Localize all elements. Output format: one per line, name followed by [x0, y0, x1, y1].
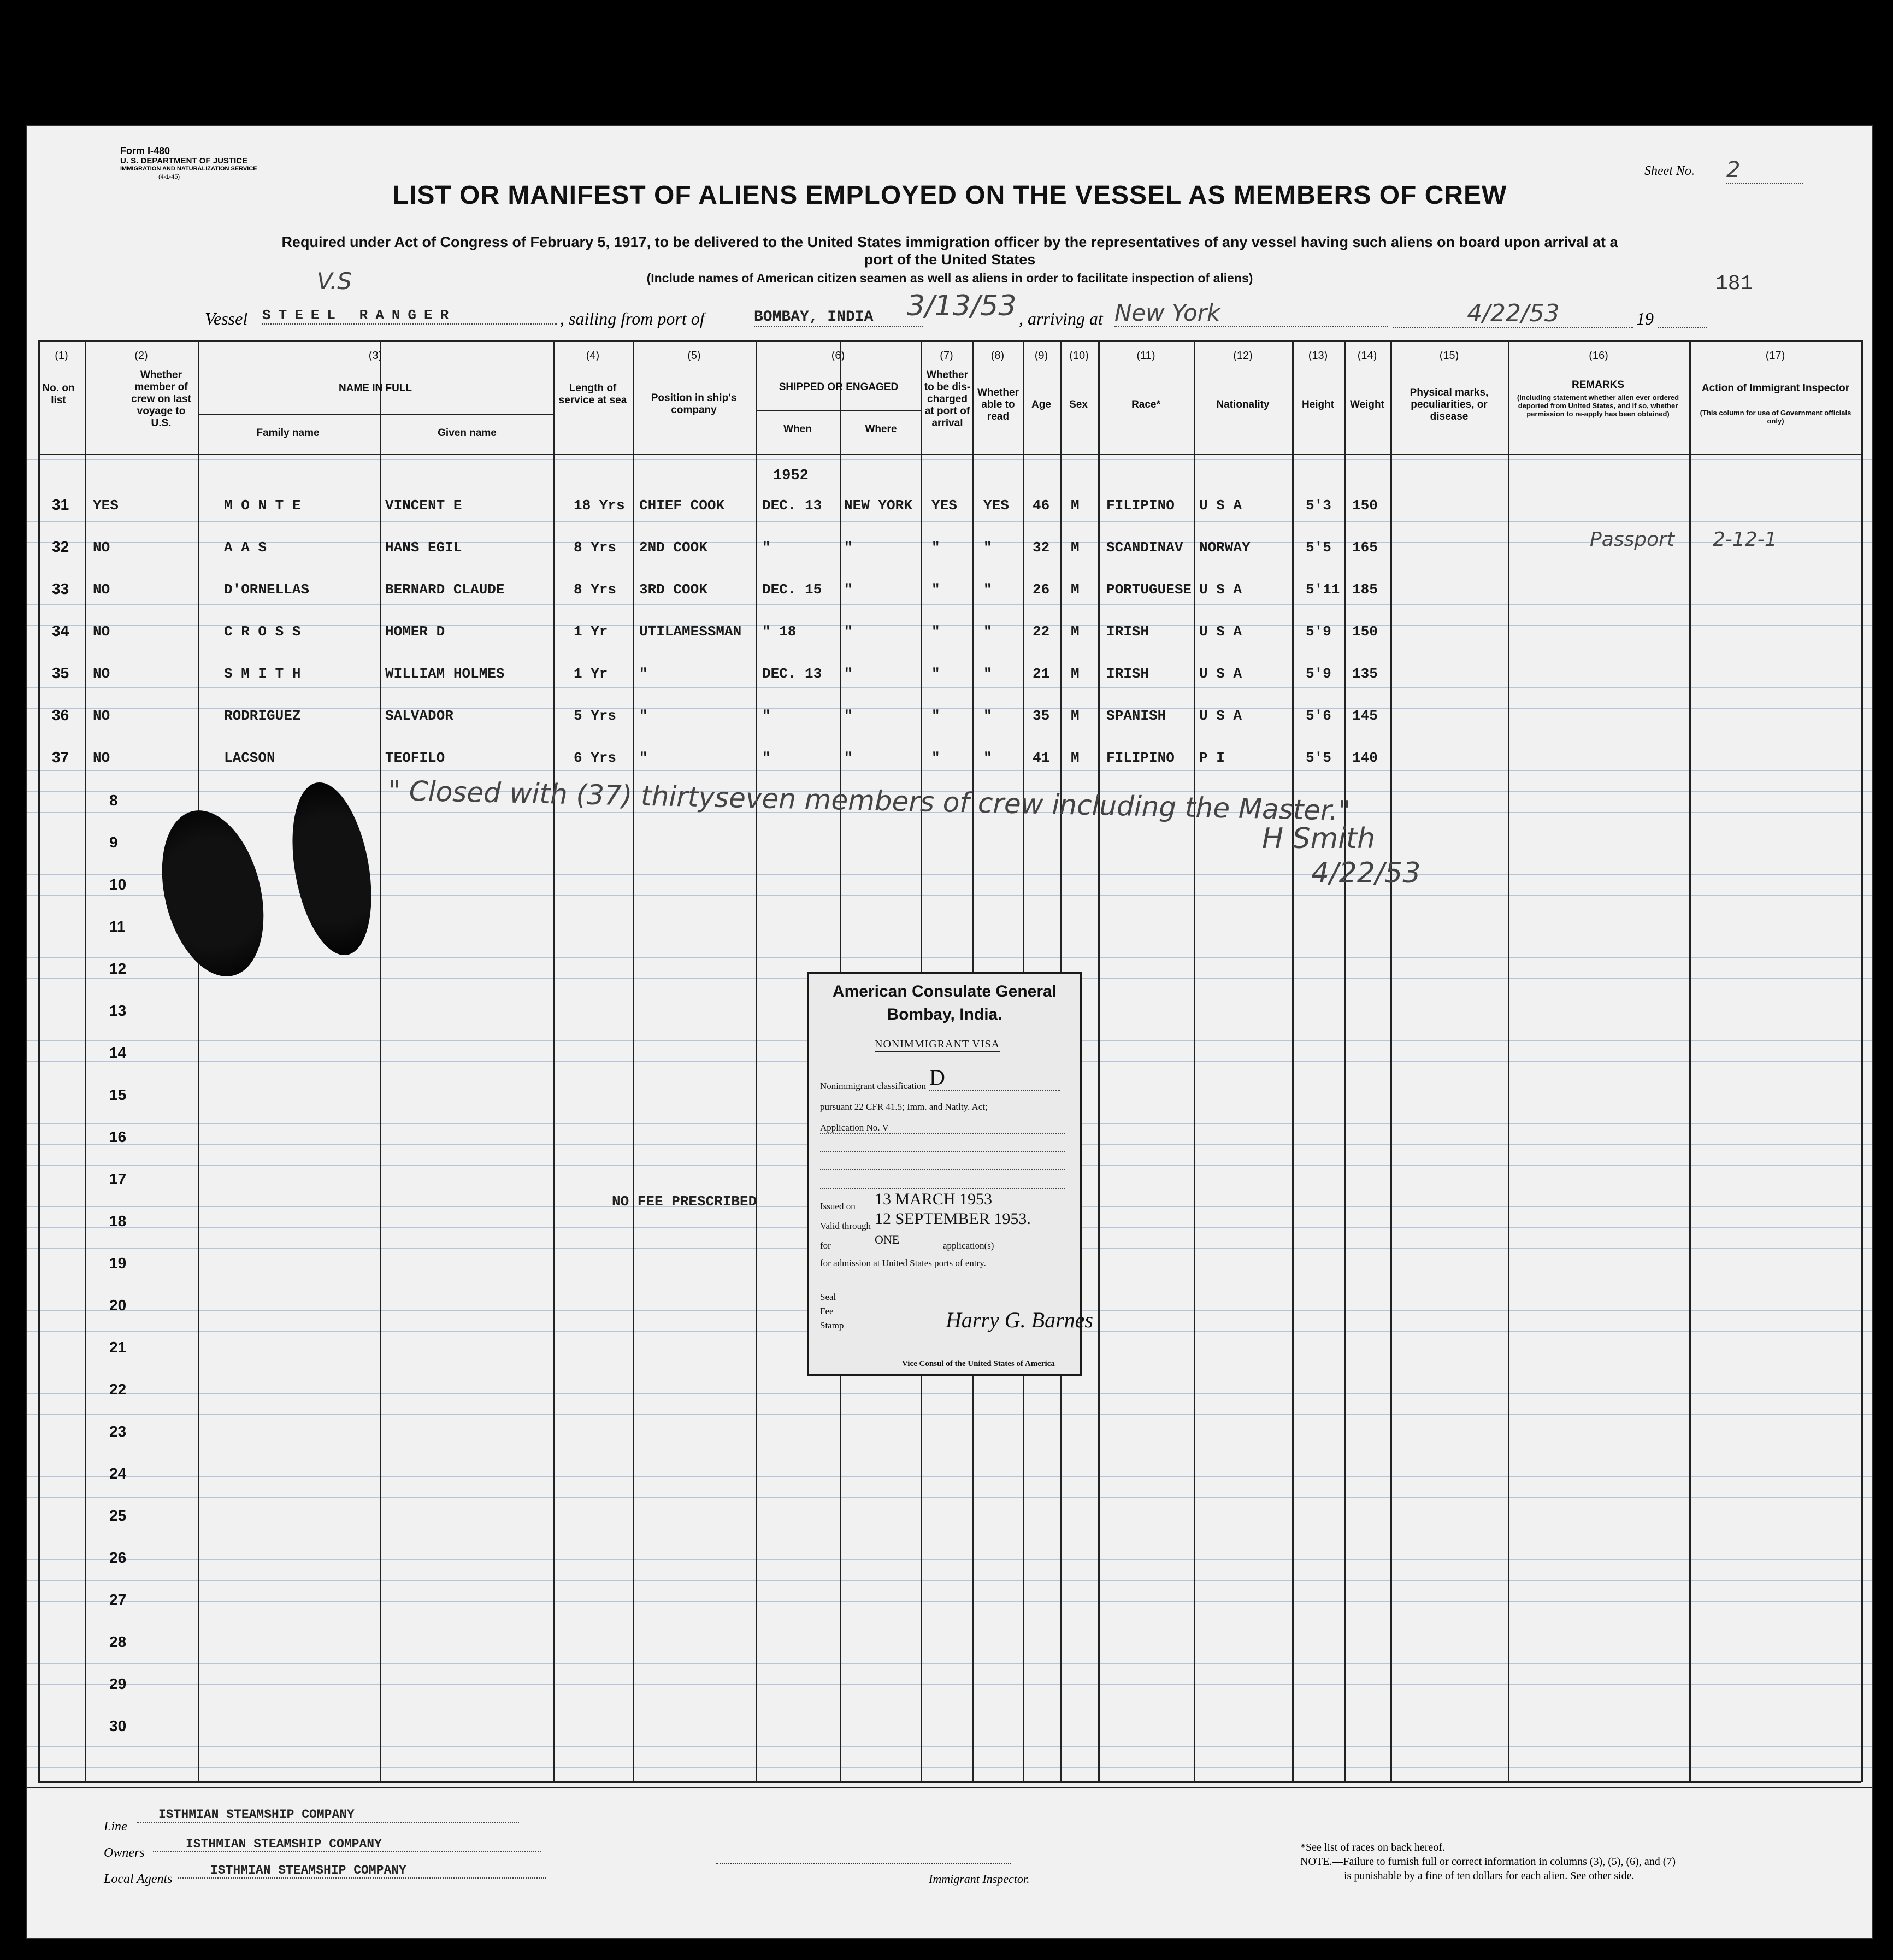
- crew-shipped-when: ": [762, 539, 771, 556]
- crew-length-service: 1 Yr: [574, 623, 608, 640]
- column-number: (4): [586, 350, 600, 362]
- column-number: (2): [134, 350, 148, 362]
- name-subheader-line: [198, 414, 553, 415]
- column-number: (11): [1136, 350, 1155, 362]
- header-nationality: Nationality: [1216, 399, 1270, 410]
- ruled-line: [27, 459, 1872, 460]
- column-number: (5): [687, 350, 701, 362]
- column-line: [1098, 340, 1100, 1782]
- empty-row-number: 23: [109, 1423, 127, 1440]
- crew-shipped-where: ": [844, 708, 853, 724]
- embossed-seal: [146, 799, 280, 987]
- table-bottom-border: [38, 1781, 1861, 1783]
- crew-nationality: U S A: [1199, 623, 1242, 640]
- ruled-line: [27, 625, 1872, 626]
- ruled-line: [27, 1663, 1872, 1664]
- crew-nationality: U S A: [1199, 708, 1242, 724]
- empty-row-number: 12: [109, 960, 127, 977]
- column-number: (14): [1357, 350, 1377, 362]
- column-number: (9): [1034, 350, 1048, 362]
- crew-family-name: A A S: [224, 539, 267, 556]
- crew-list-number: 32: [52, 538, 69, 555]
- inspector-signature-line: [716, 1863, 1011, 1864]
- crew-shipped-when: DEC. 13: [762, 666, 822, 682]
- visa-valid: 12 SEPTEMBER 1953.: [875, 1210, 1031, 1228]
- form-subtitle-2: port of the United States: [864, 251, 1036, 268]
- visa-consulate: American Consulate General: [832, 982, 1057, 1000]
- header-inspector-action: Action of Immigrant Inspector: [1701, 382, 1850, 394]
- empty-row-number: 10: [109, 876, 127, 893]
- crew-list-number: 31: [52, 496, 69, 513]
- crew-race: FILIPINO: [1106, 750, 1175, 766]
- header-weight: Weight: [1350, 399, 1384, 410]
- penalty-note: NOTE.—Failure to furnish full or correct information in columns (3), (5), (6), and (7): [1300, 1856, 1676, 1868]
- crew-sex: M: [1071, 666, 1080, 682]
- embossed-seal: [280, 776, 384, 962]
- header-race: Race*: [1131, 399, 1160, 410]
- crew-length-service: 8 Yrs: [574, 539, 617, 556]
- crew-shipped-where: ": [844, 623, 853, 640]
- arrival-port: New York: [1114, 299, 1388, 327]
- crew-position: ": [639, 666, 648, 682]
- ruled-line: [27, 1559, 1872, 1560]
- header-able-to-read: Whether able to read: [977, 387, 1019, 422]
- crew-position: ": [639, 750, 648, 766]
- crew-shipped-where: ": [844, 750, 853, 766]
- header-inspector-note: (This column for use of Government officials only): [1700, 409, 1851, 425]
- crew-height: 5'9: [1306, 666, 1331, 682]
- crew-previous-voyage: YES: [93, 497, 119, 514]
- column-line: [198, 340, 199, 1782]
- header-length-service: Length of service at sea: [558, 382, 627, 406]
- crew-height: 5'6: [1306, 708, 1331, 724]
- crew-race: SCANDINAV: [1106, 539, 1183, 556]
- visa-blank-line: [820, 1178, 1065, 1189]
- ruled-line: [27, 957, 1872, 958]
- visa-blank-line: [820, 1141, 1065, 1152]
- crew-able-to-read: ": [983, 750, 992, 766]
- crew-weight: 145: [1352, 708, 1378, 724]
- crew-discharged: ": [931, 623, 940, 640]
- crew-family-name: LACSON: [224, 750, 275, 766]
- crew-shipped-where: ": [844, 666, 853, 682]
- header-physical-marks: Physical marks, peculiarities, or disease: [1410, 387, 1489, 422]
- crew-sex: M: [1071, 539, 1080, 556]
- crew-race: PORTUGUESE: [1106, 581, 1192, 598]
- empty-row-number: 8: [109, 792, 118, 809]
- visa-blank-line: [820, 1159, 1065, 1170]
- crew-nationality: U S A: [1199, 666, 1242, 682]
- empty-row-number: 13: [109, 1002, 127, 1019]
- crew-shipped-where: NEW YORK: [844, 497, 912, 514]
- header-family-name: Family name: [256, 427, 320, 439]
- empty-row-number: 18: [109, 1213, 127, 1229]
- crew-family-name: RODRIGUEZ: [224, 708, 301, 724]
- column-line: [1861, 340, 1863, 1782]
- visa-seal-label: Seal: [820, 1292, 836, 1302]
- year-label: 19: [1636, 309, 1654, 328]
- races-note: *See list of races on back hereof.: [1300, 1841, 1445, 1853]
- header-name-in-full: NAME IN FULL: [338, 382, 412, 394]
- crew-age: 26: [1033, 581, 1050, 598]
- empty-row-number: 27: [109, 1591, 127, 1608]
- crew-length-service: 18 Yrs: [574, 497, 625, 514]
- header-age: Age: [1031, 399, 1051, 410]
- sailing-date: 3/13/53: [907, 290, 1017, 322]
- crew-family-name: M O N T E: [224, 497, 301, 514]
- header-position: Position in ship's company: [651, 392, 737, 416]
- crew-list-number: 34: [52, 622, 69, 639]
- header-height: Height: [1301, 399, 1335, 410]
- crew-position: 2ND COOK: [639, 539, 707, 556]
- shipped-subheader-line: [756, 410, 921, 411]
- crew-height: 5'5: [1306, 539, 1331, 556]
- column-line: [38, 340, 40, 1782]
- crew-position: ": [639, 708, 648, 724]
- crew-age: 46: [1033, 497, 1050, 514]
- header-sex: Sex: [1069, 399, 1088, 410]
- ruled-line: [27, 1684, 1872, 1685]
- empty-row-number: 26: [109, 1549, 127, 1566]
- crew-given-name: SALVADOR: [385, 708, 453, 724]
- column-line: [1390, 340, 1392, 1782]
- crew-height: 5'3: [1306, 497, 1331, 514]
- crew-list-number: 37: [52, 749, 69, 766]
- visa-officer-signature: Harry G. Barnes: [946, 1308, 1093, 1332]
- no-fee-prescribed: NO FEE PRESCRIBED: [612, 1193, 757, 1210]
- header-when: When: [783, 423, 812, 435]
- empty-row-number: 15: [109, 1086, 127, 1103]
- crew-race: IRISH: [1106, 666, 1149, 682]
- crew-age: 21: [1033, 666, 1050, 682]
- visa-classification-label: Nonimmigrant classification: [820, 1081, 927, 1091]
- ruled-line: [27, 708, 1872, 709]
- crew-height: 5'11: [1306, 581, 1340, 598]
- crew-able-to-read: ": [983, 666, 992, 682]
- empty-row-number: 24: [109, 1465, 127, 1482]
- empty-row-number: 29: [109, 1675, 127, 1692]
- header-given-name: Given name: [438, 427, 497, 439]
- vessel-name: STEEL RANGER: [262, 307, 557, 325]
- empty-row-number: 22: [109, 1381, 127, 1398]
- department: U. S. DEPARTMENT OF JUSTICE: [120, 156, 248, 166]
- column-line: [85, 340, 86, 1782]
- crew-previous-voyage: NO: [93, 539, 110, 556]
- crew-family-name: C R O S S: [224, 623, 301, 640]
- column-number: (7): [940, 350, 953, 362]
- crew-inspector-action: 2-12-1: [1713, 528, 1777, 551]
- manifest-sheet: [26, 125, 1873, 1939]
- visa-classification: D: [929, 1064, 1060, 1091]
- closing-note: " Closed with (37) thirtyseven members of crew including the Master.": [387, 775, 1351, 827]
- column-number: (15): [1439, 350, 1459, 362]
- empty-row-number: 17: [109, 1170, 127, 1187]
- empty-row-number: 14: [109, 1044, 127, 1061]
- inspector-label: Immigrant Inspector.: [929, 1872, 1030, 1886]
- crew-discharged: ": [931, 708, 940, 724]
- ruled-line: [27, 1414, 1872, 1415]
- crew-length-service: 5 Yrs: [574, 708, 617, 724]
- crew-previous-voyage: NO: [93, 750, 110, 766]
- header-previous-voyage: Whether member of crew on last voyage to U.S.: [131, 369, 191, 429]
- crew-position: CHIEF COOK: [639, 497, 725, 514]
- crew-shipped-when: ": [762, 708, 771, 724]
- crew-nationality: NORWAY: [1199, 539, 1251, 556]
- ruled-line: [27, 1746, 1872, 1747]
- crew-able-to-read: ": [983, 539, 992, 556]
- column-number: (10): [1069, 350, 1089, 362]
- crew-list-number: 36: [52, 707, 69, 723]
- crew-length-service: 1 Yr: [574, 666, 608, 682]
- visa-valid-label: Valid through: [820, 1221, 871, 1231]
- empty-row-number: 28: [109, 1633, 127, 1650]
- crew-list-number: 33: [52, 580, 69, 597]
- empty-row-number: 11: [109, 918, 126, 935]
- crew-age: 22: [1033, 623, 1050, 640]
- agents-label: Local Agents: [104, 1872, 173, 1886]
- ruled-line: [27, 1476, 1872, 1477]
- crew-discharged: YES: [931, 497, 957, 514]
- form-subtitle: Required under Act of Congress of February 5, 1917, to be delivered to the United States immigration officer by the representatives of any vessel having such aliens on board upon arrival at a: [281, 234, 1618, 250]
- ruled-line: [27, 1601, 1872, 1602]
- crew-position: UTILAMESSMAN: [639, 623, 742, 640]
- visa-fee-label: Fee: [820, 1306, 834, 1316]
- penalty-note-2: is punishable by a fine of ten dollars for each alien. See other side.: [1344, 1870, 1635, 1882]
- crew-given-name: WILLIAM HOLMES: [385, 666, 505, 682]
- crew-shipped-when: DEC. 13: [762, 497, 822, 514]
- visa-for-value: ONE: [875, 1233, 900, 1246]
- line-value: ISTHMIAN STEAMSHIP COMPANY: [137, 1808, 519, 1823]
- ruled-line: [27, 1497, 1872, 1498]
- header-remarks-note: (Including statement whether alien ever ordered deported from United States, and if so, whether permission to re-apply has been obtained): [1517, 393, 1679, 418]
- column-line: [1508, 340, 1509, 1782]
- crew-given-name: HOMER D: [385, 623, 445, 640]
- ruled-line: [27, 521, 1872, 522]
- sheet-number: 2: [1726, 157, 1803, 184]
- empty-row-number: 20: [109, 1297, 127, 1314]
- crew-given-name: BERNARD CLAUDE: [385, 581, 505, 598]
- ruled-line: [27, 770, 1872, 771]
- column-line: [633, 340, 634, 1782]
- header-shipped-engaged: SHIPPED OR ENGAGED: [779, 381, 899, 393]
- ruled-line: [27, 604, 1872, 605]
- service: IMMIGRATION AND NATURALIZATION SERVICE: [120, 166, 257, 172]
- column-number: (6): [831, 350, 845, 362]
- crew-nationality: U S A: [1199, 581, 1242, 598]
- crew-race: IRISH: [1106, 623, 1149, 640]
- visa-issued: 13 MARCH 1953: [875, 1190, 993, 1208]
- crew-age: 41: [1033, 750, 1050, 766]
- crew-weight: 185: [1352, 581, 1378, 598]
- visa-application-no: Application No. V: [820, 1122, 1065, 1134]
- crew-able-to-read: ": [983, 623, 992, 640]
- empty-row-number: 21: [109, 1339, 127, 1356]
- owners-value: ISTHMIAN STEAMSHIP COMPANY: [153, 1837, 541, 1852]
- crew-sex: M: [1071, 708, 1080, 724]
- visa-issued-label: Issued on: [820, 1201, 856, 1211]
- visa-admission: for admission at United States ports of entry.: [820, 1258, 986, 1268]
- stamp-number: 181: [1715, 272, 1753, 296]
- crew-weight: 135: [1352, 666, 1378, 682]
- column-line: [1689, 340, 1691, 1782]
- column-line: [756, 340, 757, 1782]
- vessel-label: Vessel: [205, 309, 248, 328]
- crew-race: FILIPINO: [1106, 497, 1175, 514]
- crew-previous-voyage: NO: [93, 666, 110, 682]
- crew-shipped-when: DEC. 15: [762, 581, 822, 598]
- line-label: Line: [104, 1820, 127, 1834]
- crew-shipped-when: ": [762, 750, 771, 766]
- visa-type: NONIMMIGRANT VISA: [875, 1038, 1000, 1052]
- header-no-on-list: No. on list: [42, 382, 75, 406]
- crew-nationality: U S A: [1199, 497, 1242, 514]
- crew-height: 5'5: [1306, 750, 1331, 766]
- owners-label: Owners: [104, 1846, 145, 1860]
- empty-row-number: 19: [109, 1255, 127, 1272]
- crew-remarks: Passport: [1590, 528, 1675, 551]
- crew-previous-voyage: NO: [93, 708, 110, 724]
- column-number: (1): [55, 350, 68, 362]
- crew-sex: M: [1071, 581, 1080, 598]
- ruled-line: [27, 687, 1872, 688]
- crew-given-name: VINCENT E: [385, 497, 462, 514]
- visa-pursuant: pursuant 22 CFR 41.5; Imm. and Natlty. Act;: [820, 1102, 988, 1112]
- column-line: [380, 340, 381, 1782]
- crew-sex: M: [1071, 497, 1080, 514]
- visa-city: Bombay, India.: [887, 1005, 1002, 1023]
- footer-divider: [27, 1787, 1872, 1788]
- crew-previous-voyage: NO: [93, 581, 110, 598]
- arriving-label: , arriving at: [1019, 309, 1103, 328]
- column-number: (16): [1589, 350, 1608, 362]
- crew-weight: 150: [1352, 623, 1378, 640]
- crew-discharged: ": [931, 581, 940, 598]
- column-number: (3): [368, 350, 382, 362]
- ruled-line: [27, 1393, 1872, 1394]
- form-date: (4-1-45): [158, 174, 180, 180]
- sailing-port: BOMBAY, INDIA: [754, 309, 923, 327]
- form-number: Form I-480: [120, 145, 170, 156]
- crew-length-service: 8 Yrs: [574, 581, 617, 598]
- crew-discharged: ": [931, 539, 940, 556]
- arrival-date: 4/22/53: [1393, 299, 1633, 328]
- column-line: [1292, 340, 1294, 1782]
- sailing-label: , sailing from port of: [560, 309, 705, 328]
- crew-able-to-read: ": [983, 581, 992, 598]
- shipped-year-note: 1952: [773, 468, 809, 484]
- crew-age: 35: [1033, 708, 1050, 724]
- ruled-line: [27, 1580, 1872, 1581]
- crew-race: SPANISH: [1106, 708, 1166, 724]
- crew-shipped-where: ": [844, 581, 853, 598]
- header-discharged: Whether to be dis-charged at port of arrival: [924, 369, 971, 429]
- empty-row-number: 30: [109, 1717, 127, 1734]
- crew-weight: 140: [1352, 750, 1378, 766]
- crew-position: 3RD COOK: [639, 581, 707, 598]
- crew-discharged: ": [931, 666, 940, 682]
- crew-shipped-where: ": [844, 539, 853, 556]
- empty-row-number: 16: [109, 1128, 127, 1145]
- column-number: (12): [1233, 350, 1253, 362]
- crew-discharged: ": [931, 750, 940, 766]
- column-number: (8): [990, 350, 1005, 362]
- crew-list-number: 35: [52, 664, 69, 681]
- crew-nationality: P I: [1199, 750, 1225, 766]
- closing-signature: H Smith: [1262, 822, 1376, 855]
- crew-able-to-read: ": [983, 708, 992, 724]
- header-remarks: REMARKS: [1571, 379, 1625, 391]
- nonimmigrant-visa-stamp: [807, 972, 1093, 1376]
- crew-sex: M: [1071, 623, 1080, 640]
- sheet-label: Sheet No.: [1644, 164, 1695, 178]
- crew-family-name: S M I T H: [224, 666, 301, 682]
- crew-height: 5'9: [1306, 623, 1331, 640]
- crew-given-name: TEOFILO: [385, 750, 445, 766]
- crew-able-to-read: YES: [983, 497, 1009, 514]
- form-subtitle-3: (Include names of American citizen seamen as well as aliens in order to facilitate inspection of aliens): [646, 271, 1253, 285]
- visa-application-suffix: application(s): [943, 1240, 994, 1251]
- crew-previous-voyage: NO: [93, 623, 110, 640]
- column-line: [1194, 340, 1195, 1782]
- crew-sex: M: [1071, 750, 1080, 766]
- crew-weight: 165: [1352, 539, 1378, 556]
- ruled-line: [27, 1767, 1872, 1768]
- closing-date: 4/22/53: [1311, 857, 1421, 890]
- visa-officer-title: Vice Consul of the United States of America: [902, 1359, 1055, 1368]
- column-number: (17): [1765, 350, 1785, 362]
- form-title: LIST OR MANIFEST OF ALIENS EMPLOYED ON THE VESSEL AS MEMBERS OF CREW: [392, 181, 1507, 210]
- crew-given-name: HANS EGIL: [385, 539, 462, 556]
- vessel-prefix: V.S: [317, 268, 352, 295]
- crew-length-service: 6 Yrs: [574, 750, 617, 766]
- column-line: [553, 340, 555, 1782]
- crew-age: 32: [1033, 539, 1050, 556]
- column-number: (13): [1308, 350, 1328, 362]
- visa-for-label: for: [820, 1240, 831, 1251]
- empty-row-number: 9: [109, 834, 118, 851]
- year-field: [1658, 309, 1707, 328]
- header-where: Where: [865, 423, 897, 435]
- visa-stamp-label: Stamp: [820, 1320, 844, 1331]
- table-header-bottom: [38, 454, 1861, 455]
- crew-family-name: D'ORNELLAS: [224, 581, 310, 598]
- empty-row-number: 25: [109, 1507, 127, 1524]
- crew-shipped-when: " 18: [762, 623, 797, 640]
- crew-weight: 150: [1352, 497, 1378, 514]
- agents-value: ISTHMIAN STEAMSHIP COMPANY: [178, 1863, 546, 1879]
- column-line: [1344, 340, 1346, 1782]
- table-top-border: [38, 340, 1861, 342]
